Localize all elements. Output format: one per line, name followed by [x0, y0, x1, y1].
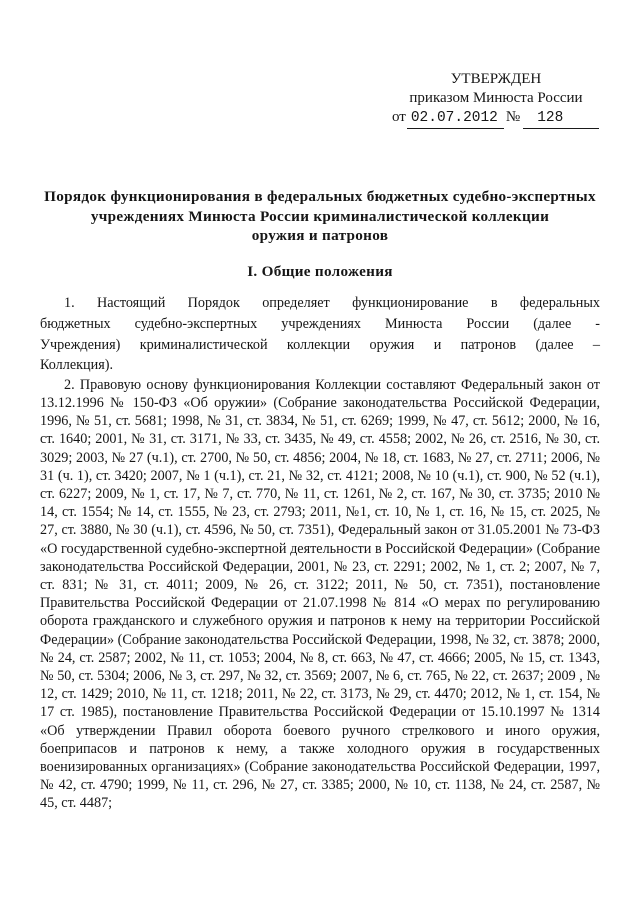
approval-status: УТВЕРЖДЕН [450, 71, 542, 87]
document-body [40, 293, 600, 812]
paragraph-2: 2. Правовую основу функционирования Коллекции составляют Федеральный закон от 13.12.1996 № 150-ФЗ «Об оружии» (Собрание законодательства Российской Федерации, 1996, № 51, ст. 5681; 1998, № 31, ст. 3834, № 51, ст. 6269; 1999, № 47, ст. 5612; 2000, № 16, ст. 1640; 2001, № 31, ст. 3171, № 33, ст. 3435, № 49, ст. 4558; 2002, № 26, ст. 2516, № 30, ст. 3029; 2003, № 27 (ч.1), ст. 2700, № 50, ст. 4856; 2004, № 18, ст. 1683, № 27, ст. 2711; 2006, № 31 (ч. 1), ст. 3420; 2007, № 1 (ч.1), ст. 21, № 32, ст. 4121; 2008, № 10 (ч.1), ст. 900, № 52 (ч.1), ст. 6227; 2009, № 1, ст. 17, № 7, ст. 770, № 11, ст. 1261, № 2, ст. 167, № 30, ст. 3735; 2010 № 14, ст. 1554; № 14, ст. 1555, № 23, ст. 2793; 2011, №1, ст. 10, № 1, ст. 16, № 15, ст. 2025, № 27, ст. 3880, № 30 (ч.1), ст. 4596, № 50, ст. 7351), Федеральный закон от 31.05.2001 № 73-ФЗ «О государственной судебно-экспертной деятельности в Российской Федерации» (Собрание законодательства Российской Федерации, 2001, № 23, ст. 2291; 2002, № 1, ст. 2; 2007, № 7, ст. 831; № 31, ст. 4011; 2009, № 26, ст. 3122; 2011, № 50, ст. 7351), постановление Правительства Российской Федерации от 21.07.1998 № 814 «О мерах по регулированию оборота гражданского и служебного оружия и патронов к нему на территории Российской Федерации» (Собрание законодательства Российской Федерации, 1998, № 32, ст. 3878; 2000, № 24, ст. 2587; 2002, № 11, ст. 1053; 2004, № 8, ст. 663, № 47, ст. 4666; 2005, № 15, ст. 1343, № 50, ст. 5304; 2006, № 3, ст. 297, № 32, ст. 3569; 2007, № 6, ст. 765, № 22, ст. 2637; 2009 , № 12, ст. 1429; 2010, № 11, ст. 1218; 2011, № 22, ст. 3173, № 29, ст. 4470; 2012, № 1, ст. 154, № 17 ст. 1985), постановление Правительства Российской Федерации от 15.10.1997 № 1314 «Об утверждении Правил оборота боевого ручного стрелкового и иного оружия, боеприпасов и патронов к нему, а также холодного оружия в государственных военизированных организациях» (Собрание законодательства Российской Федерации, 1997, № 42, ст. 4790; 1999, № 11, ст. 296, № 27, ст. 3385; 2000, № 10, ст. 1138, № 24, ст. 2587, № 45, ст. 4487; [40, 376, 600, 812]
paragraph-1-line-4: Коллекция). [40, 357, 113, 374]
title-line-1: Порядок функционирования в федеральных бюджетных судебно-экспертных [44, 188, 596, 206]
approval-issued-by: приказом Минюста России [409, 89, 583, 106]
title-line-2: учреждениях Минюста России криминалистической коллекции [90, 207, 550, 225]
paragraph-1-line-1: 1. Настоящий Порядок определяет функционирование в федеральных [64, 295, 600, 312]
number-sign: № [505, 109, 521, 126]
approval-order-line [392, 108, 600, 129]
approval-from-label: от [392, 109, 406, 126]
paragraph-1-line-2: бюджетных судебно-экспертных учреждениях Минюста России (далее - [40, 315, 600, 332]
order-number: 128 [523, 109, 599, 129]
order-date: 02.07.2012 [407, 109, 504, 129]
title-line-3: оружия и патронов [251, 227, 389, 245]
approval-block [392, 70, 600, 129]
section-heading: I. Общие положения [247, 262, 393, 280]
paragraph-1 [40, 293, 600, 375]
paragraph-1-line-3: Учреждения) криминалистической коллекции оружия и патронов (далее – [40, 336, 600, 353]
document-title [40, 187, 600, 246]
